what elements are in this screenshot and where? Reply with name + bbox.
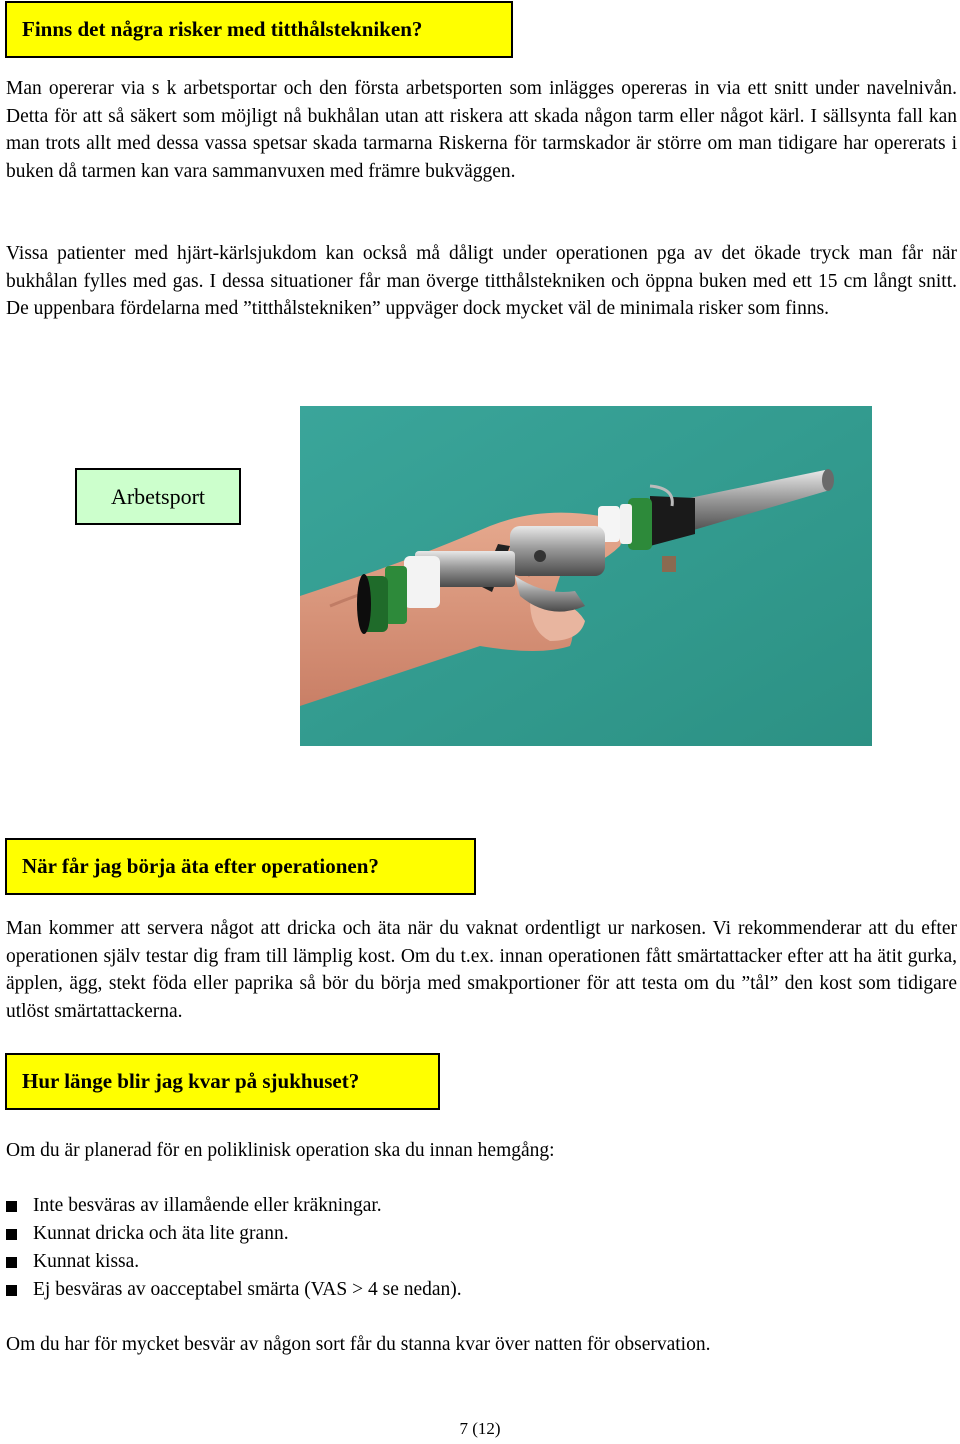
risks-paragraph-2: Vissa patienter med hjärt-kärlsjukdom kan också må dåligt under operationen pga av det ökade tryck man får när bukhålan fylles med gas. I dessa situationer får man överge titthålstekniken och öppna buken med ett 15 cm långt snitt. De uppenbara fördelarna med ”titthålstekniken” uppväger dock mycket väl de minimala risker som finns. (6, 243, 957, 320)
list-item-text: Kunnat dricka och äta lite grann. (33, 1223, 289, 1244)
list-item (6, 1220, 462, 1248)
figure-label-text: Arbetsport (110, 483, 206, 509)
stay-intro: Om du är planerad för en poliklinisk operation ska du innan hemgång: (6, 1140, 555, 1161)
heading-text: Finns det några risker med titthålstekniken? (22, 17, 423, 41)
square-bullet-icon (6, 1229, 17, 1240)
list-item-text: Ej besväras av oacceptabel smärta (VAS > 4 se nedan). (33, 1279, 462, 1300)
section-heading-stay (5, 1053, 440, 1110)
risks-paragraph-1: Man opererar via s k arbetsportar och den första arbetsporten som inlägges opereras in via ett snitt under navelnivån. Detta för att så säkert som möjligt nå bukhålan utan att riskera att skada någon tarm eller något kärl. I sällsynta fall kan man trots allt med dessa vassa spetsar skada tarmarna Riskerna för tarmskador är större om man tidigare har opererats i buken då tarmen kan vara sammanvuxen med främre bukväggen. (6, 78, 957, 183)
arbetsport-photo (300, 406, 872, 746)
square-bullet-icon (6, 1201, 17, 1212)
eating-paragraph: Man kommer att servera något att dricka och äta när du vaknat ordentligt ur narkosen. Vi rekommenderar att du efter operationen själv testar dig fram till lämplig kost. Om du t.ex. innan operationen fått smärtattacker efter att ha ätit gurka, äpplen, ägg, stekt föda eller paprika så bör du börja med smakportioner för att testa om du ”tål” den kost som tidigare utlöst smärtattackerna. (6, 918, 957, 1023)
heading-text: När får jag börja äta efter operationen? (22, 854, 379, 878)
section-heading-risks (5, 1, 513, 58)
figure-label (75, 468, 241, 525)
section-heading-eating (5, 838, 476, 895)
list-item (6, 1276, 462, 1304)
square-bullet-icon (6, 1257, 17, 1268)
list-item (6, 1192, 462, 1220)
square-bullet-icon (6, 1285, 17, 1296)
page-number: 7 (12) (459, 1419, 501, 1438)
list-item-text: Inte besväras av illamående eller kräkningar. (33, 1195, 382, 1216)
stay-outro: Om du har för mycket besvär av någon sort får du stanna kvar över natten för observation. (6, 1334, 711, 1355)
discharge-criteria-list (6, 1192, 462, 1304)
list-item (6, 1248, 462, 1276)
heading-text: Hur länge blir jag kvar på sjukhuset? (22, 1069, 360, 1093)
list-item-text: Kunnat kissa. (33, 1251, 140, 1272)
